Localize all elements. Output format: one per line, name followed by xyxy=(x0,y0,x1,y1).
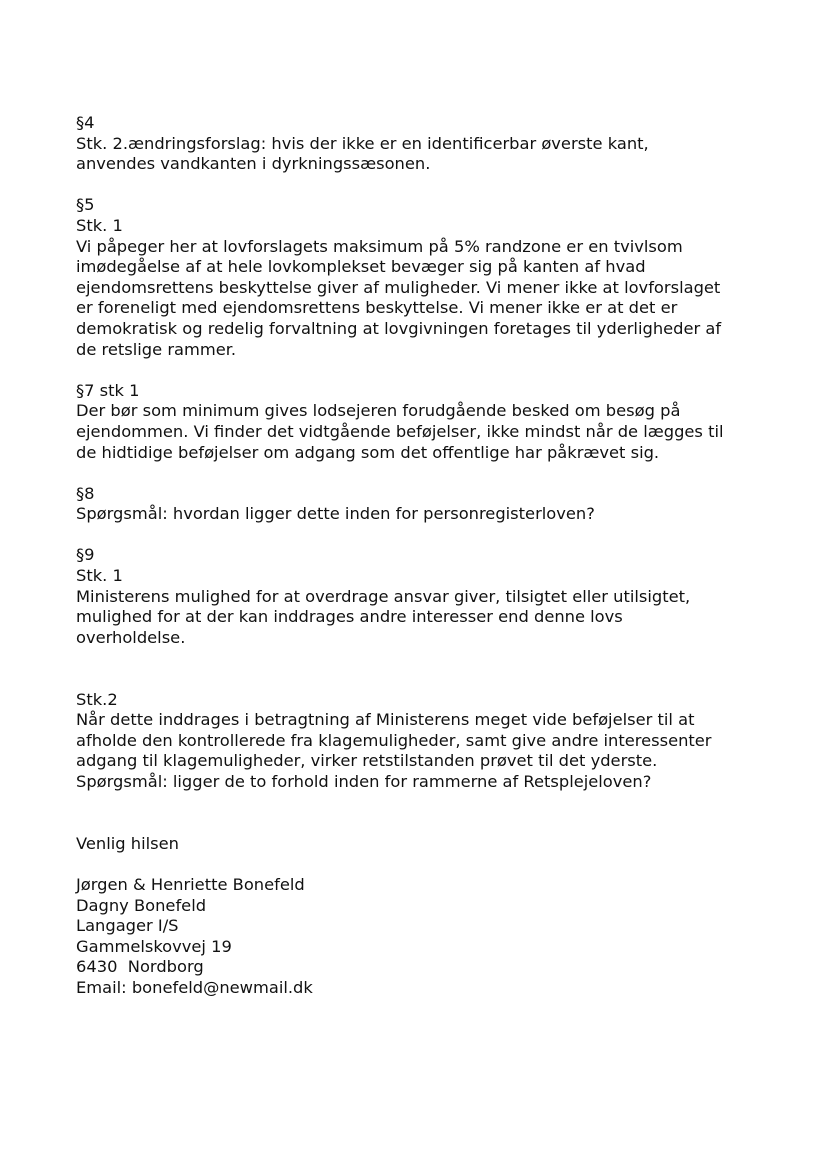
text-line: ejendommen. Vi finder det vidtgående beføjelser, ikke mindst når de lægges til xyxy=(76,421,724,441)
text-line: ejendomsrettens beskyttelse giver af muligheder. Vi mener ikke at lovforslaget xyxy=(76,277,721,297)
section-heading: §4 xyxy=(76,113,95,132)
text-line: anvendes vandkanten i dyrkningssæsonen. xyxy=(76,154,431,174)
signature-line: Jørgen & Henriette Bonefeld xyxy=(76,874,305,894)
text-line: Vi påpeger her at lovforslagets maksimum på 5% randzone er en tvivlsom xyxy=(76,236,683,256)
signature-line: Gammelskovvej 19 xyxy=(76,936,232,956)
section-heading: §7 stk 1 xyxy=(76,380,140,400)
section-heading: §8 xyxy=(76,483,95,503)
text-line: Spørgsmål: ligger de to forhold inden for rammerne af Retsplejeloven? xyxy=(76,772,652,791)
signature-line: Email: bonefeld@newmail.dk xyxy=(76,977,313,997)
text-line: Spørgsmål: hvordan ligger dette inden for personregisterloven? xyxy=(76,504,595,524)
section-8 xyxy=(76,484,776,525)
section-5 xyxy=(76,195,776,360)
text-line: afholde den kontrollerede fra klagemuligheder, samt give andre interessenter xyxy=(76,730,712,750)
text-line: Når dette inddrages i betragtning af Ministerens meget vide beføjelser til at xyxy=(76,710,695,730)
text-line: de retslige rammer. xyxy=(76,339,237,359)
signature-line: Dagny Bonefeld xyxy=(76,895,207,915)
letter-body xyxy=(76,113,776,999)
text-line: er foreneligt med ejendomsrettens beskyttelse. Vi mener ikke er at det er xyxy=(76,298,678,318)
text-line: Ministerens mulighed for at overdrage ansvar giver, tilsigtet eller utilsigtet, xyxy=(76,586,691,606)
text-line: demokratisk og redelig forvaltning at lovgivningen foretages til yderligheder af xyxy=(76,318,722,338)
section-7 xyxy=(76,381,776,463)
text-line: Stk. 2.ændringsforslag: hvis der ikke er en identificerbar øverste kant, xyxy=(76,133,649,153)
signature-block xyxy=(76,875,776,999)
stk-label: Stk. 1 xyxy=(76,215,123,235)
section-9 xyxy=(76,545,776,792)
section-heading: §9 xyxy=(76,545,95,565)
text-line: adgang til klagemuligheder, virker retstilstanden prøvet til det yderste. xyxy=(76,751,658,771)
stk-label: Stk. 1 xyxy=(76,566,123,586)
stk-label: Stk.2 xyxy=(76,689,118,709)
section-4 xyxy=(76,113,776,175)
text-line: de hidtidige beføjelser om adgang som det offentlige har påkrævet sig. xyxy=(76,442,660,462)
text-line: mulighed for at der kan inddrages andre interesser end denne lovs xyxy=(76,607,623,627)
closing: Venlig hilsen xyxy=(76,833,179,853)
text-line: imødegåelse af at hele lovkomplekset bevæger sig på kanten af hvad xyxy=(76,257,646,277)
text-line: overholdelse. xyxy=(76,627,186,647)
section-heading: §5 xyxy=(76,195,95,215)
signature-line: Langager I/S xyxy=(76,916,179,936)
text-line: Der bør som minimum gives lodsejeren forudgående besked om besøg på xyxy=(76,401,681,421)
signature-line: 6430 Nordborg xyxy=(76,957,204,977)
